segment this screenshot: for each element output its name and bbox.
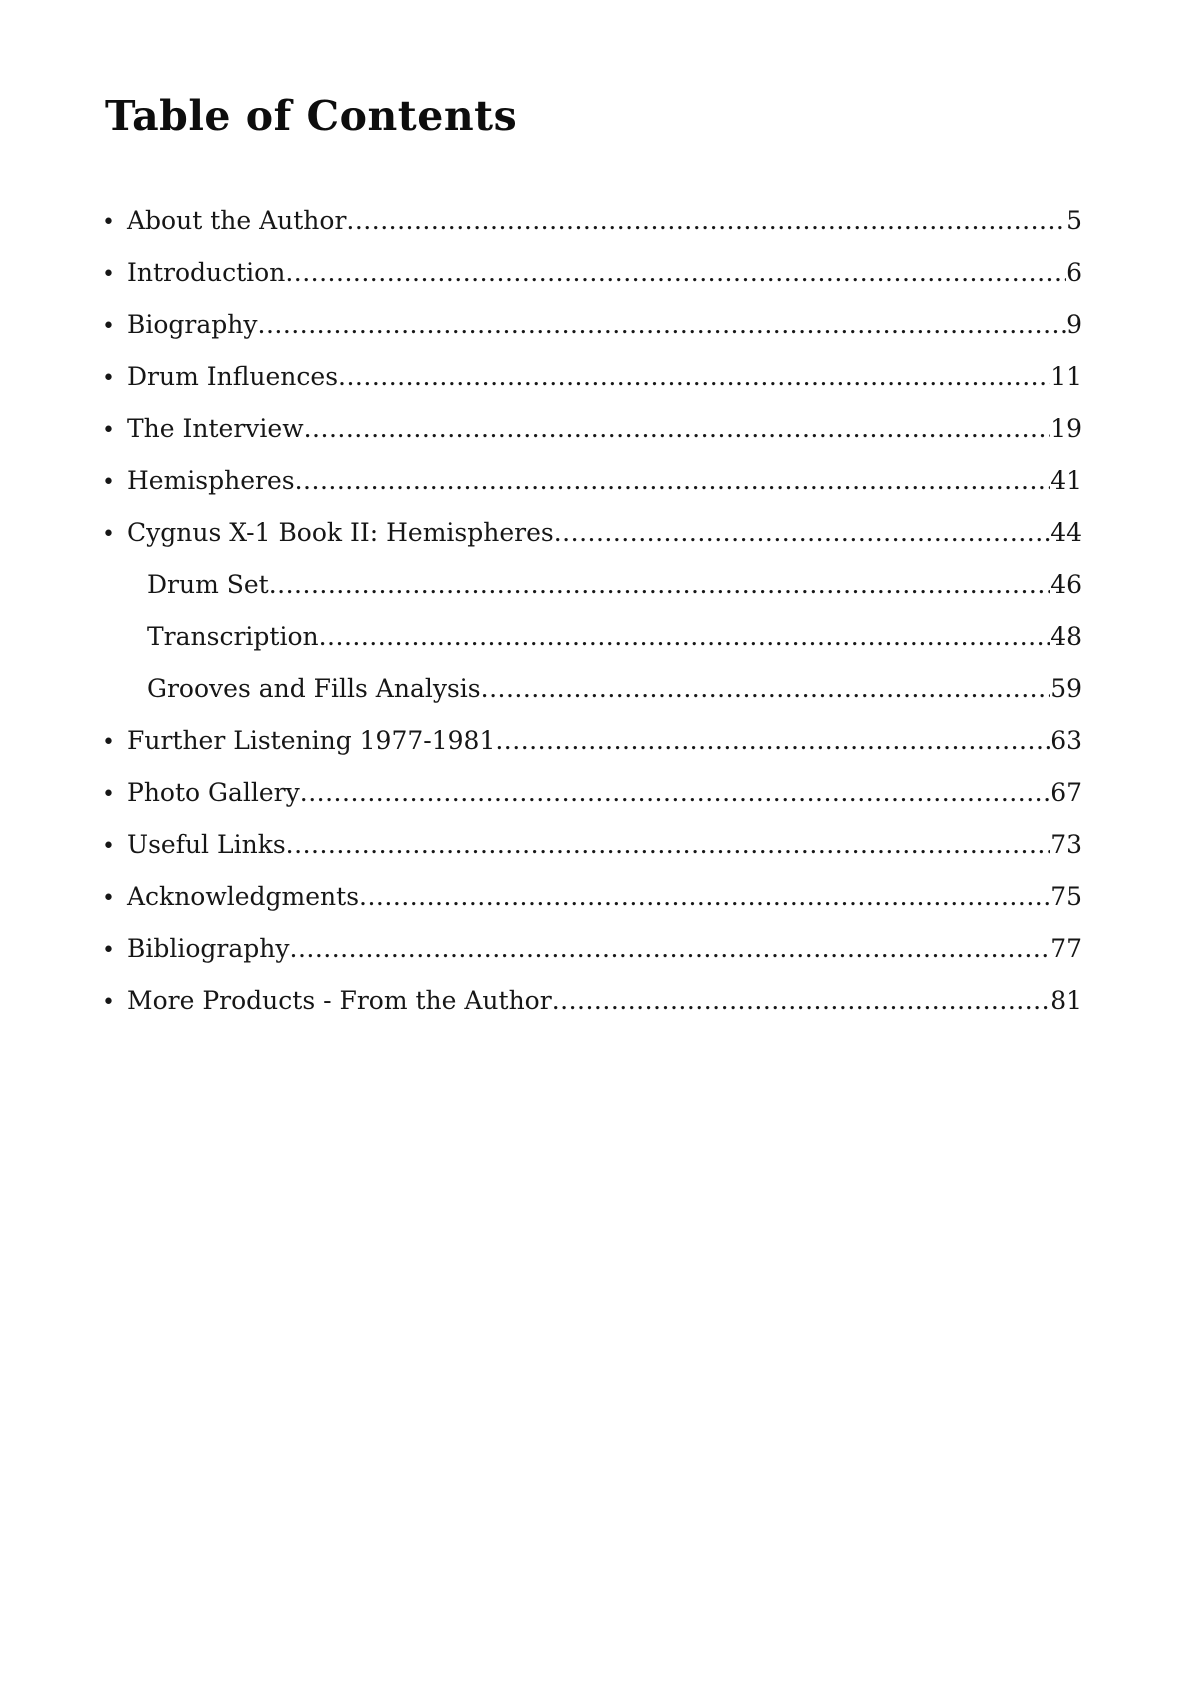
dot-leader [346, 195, 1066, 247]
toc-entry[interactable] [102, 351, 1082, 403]
toc-entry-page: 46 [1050, 570, 1082, 600]
toc-entry-label: Cygnus X-1 Book II: Hemispheres [127, 518, 554, 548]
toc-entry-label: Drum Set [147, 570, 269, 600]
dot-leader [338, 351, 1050, 403]
toc-entry[interactable] [147, 663, 1082, 715]
toc-entry[interactable] [102, 715, 1082, 767]
bullet-icon [102, 717, 127, 769]
toc-entry[interactable] [147, 559, 1082, 611]
toc-entry-label: Hemispheres [127, 466, 295, 496]
toc-entry[interactable] [102, 299, 1082, 351]
toc-entry-page: 81 [1050, 986, 1082, 1016]
dot-leader [290, 923, 1051, 975]
dot-leader [359, 871, 1050, 923]
toc-entry-page: 41 [1050, 466, 1082, 496]
toc-entry-label: Biography [127, 310, 258, 340]
toc-entry[interactable] [102, 507, 1082, 559]
dot-leader [481, 663, 1051, 715]
toc-entry-label: More Products - From the Author [127, 986, 552, 1016]
bullet-icon [102, 509, 127, 561]
bullet-icon [102, 457, 127, 509]
dot-leader [554, 507, 1050, 559]
toc-entry-page: 6 [1066, 258, 1082, 288]
toc-entry-page: 59 [1050, 674, 1082, 704]
dot-leader [269, 559, 1050, 611]
dot-leader [552, 975, 1051, 1027]
bullet-icon [102, 873, 127, 925]
toc-entry-label: Grooves and Fills Analysis [147, 674, 481, 704]
dot-leader [285, 247, 1066, 299]
toc-entry-page: 73 [1050, 830, 1082, 860]
bullet-icon [102, 197, 127, 249]
dot-leader [304, 403, 1051, 455]
toc-entry[interactable] [102, 403, 1082, 455]
toc-entry-label: Drum Influences [127, 362, 339, 392]
toc-entry-label: Further Listening 1977-1981 [127, 726, 496, 756]
toc-entry[interactable] [147, 611, 1082, 663]
dot-leader [258, 299, 1067, 351]
toc-entry[interactable] [102, 975, 1082, 1027]
bullet-icon [102, 769, 127, 821]
toc-entry-label: Transcription [147, 622, 319, 652]
bullet-icon [102, 977, 127, 1029]
toc-entry-page: 44 [1050, 518, 1082, 548]
toc-entry-page: 48 [1050, 622, 1082, 652]
toc-entry-label: Useful Links [127, 830, 286, 860]
toc-entry-label: Acknowledgments [127, 882, 360, 912]
toc-entry[interactable] [102, 923, 1082, 975]
toc-entry-page: 19 [1050, 414, 1082, 444]
bullet-icon [102, 821, 127, 873]
toc-entry[interactable] [102, 247, 1082, 299]
bullet-icon [102, 249, 127, 301]
toc-entry-label: About the Author [127, 206, 347, 236]
toc-list [102, 195, 1082, 1027]
toc-entry-page: 77 [1050, 934, 1082, 964]
bullet-icon [102, 405, 127, 457]
toc-entry[interactable] [102, 767, 1082, 819]
toc-entry-page: 9 [1066, 310, 1082, 340]
toc-entry-label: Introduction [127, 258, 286, 288]
toc-entry[interactable] [102, 819, 1082, 871]
dot-leader [300, 767, 1050, 819]
bullet-icon [102, 925, 127, 977]
toc-entry[interactable] [102, 455, 1082, 507]
toc-entry-page: 67 [1050, 778, 1082, 808]
toc-entry-page: 63 [1050, 726, 1082, 756]
bullet-icon [102, 353, 127, 405]
dot-leader [286, 819, 1051, 871]
toc-entry-page: 5 [1066, 206, 1082, 236]
page-title: Table of Contents [105, 92, 518, 140]
toc-entry-page: 75 [1050, 882, 1082, 912]
toc-entry-page: 11 [1050, 362, 1082, 392]
toc-entry-label: The Interview [127, 414, 304, 444]
toc-entry[interactable] [102, 871, 1082, 923]
dot-leader [319, 611, 1051, 663]
toc-entry-label: Photo Gallery [127, 778, 300, 808]
bullet-icon [102, 301, 127, 353]
dot-leader [295, 455, 1051, 507]
dot-leader [495, 715, 1050, 767]
toc-entry-label: Bibliography [127, 934, 290, 964]
toc-entry[interactable] [102, 195, 1082, 247]
